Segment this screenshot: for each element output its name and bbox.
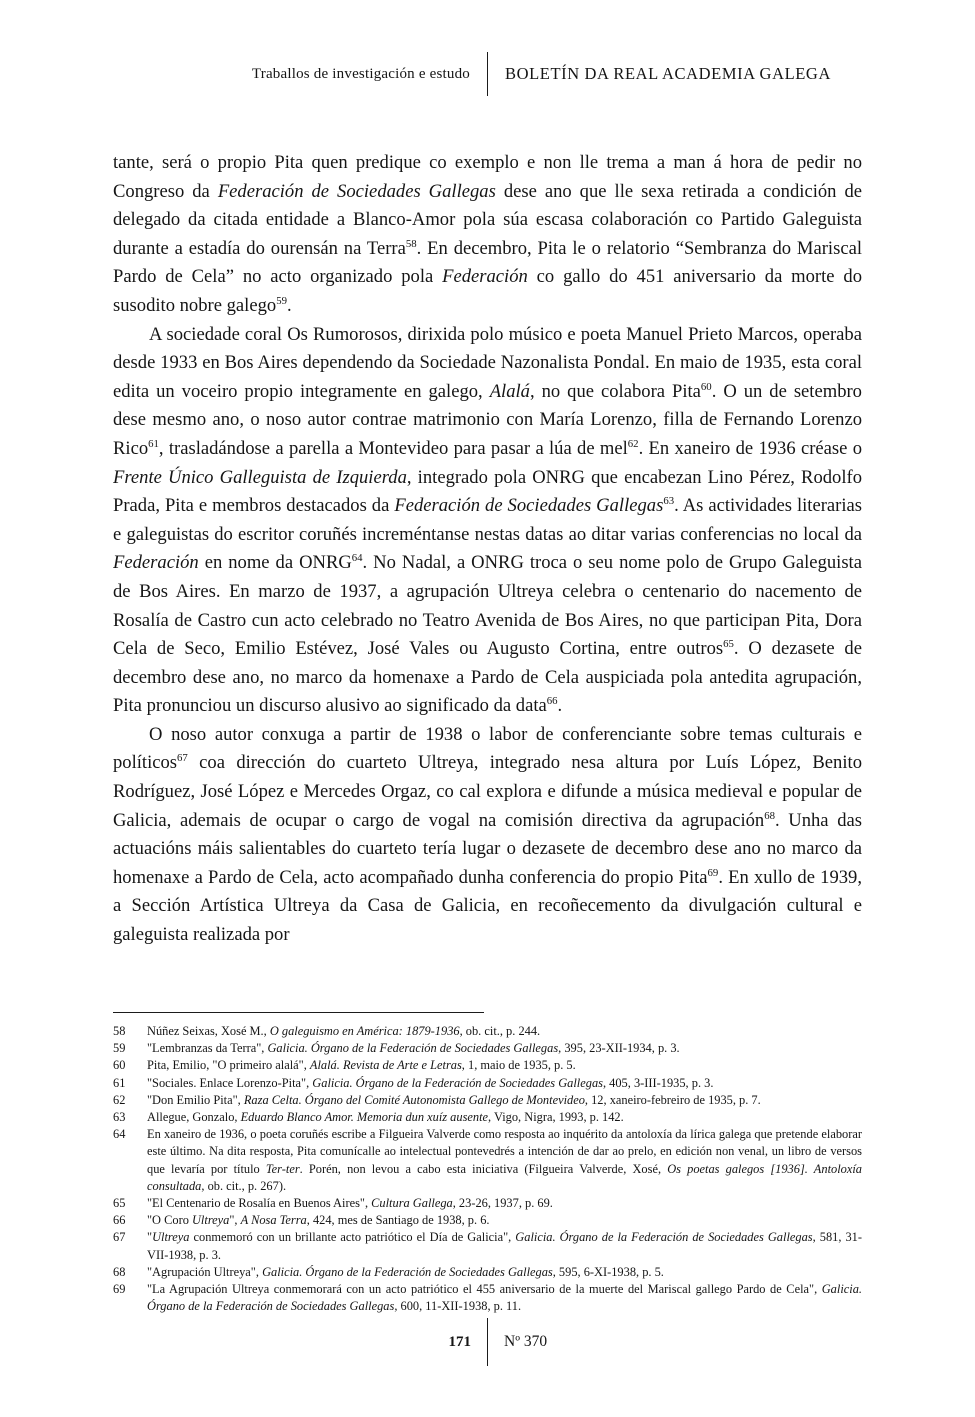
footer-page-number: 171 xyxy=(448,1333,471,1350)
footnote-item xyxy=(113,1075,862,1092)
footnote-ref: 58 xyxy=(405,237,417,250)
text-run: . En xullo de 1939, a Sección Artística Ultreya da Casa de Galicia, en recoñecemento da divulgación cultural e galeguista realizada por xyxy=(113,866,862,946)
text-run: , integrado pola ONRG que encabezan Lino Pérez, Rodolfo Prada, Pita e membros destacados da xyxy=(113,466,862,517)
footnote-ref: 63 xyxy=(663,494,675,507)
footnote-number: 67 xyxy=(113,1230,126,1245)
footnote-number: 59 xyxy=(113,1041,126,1056)
footnote-ref: 59 xyxy=(276,294,287,307)
footnote-text xyxy=(147,1076,713,1090)
italic-run: Galicia. Órgano de la Federación de Sociedades Gallegas xyxy=(515,1230,813,1245)
italic-run: Federación xyxy=(113,552,199,574)
footnote-number: 58 xyxy=(113,1024,126,1038)
footnote-number: 64 xyxy=(113,1127,126,1142)
text-run: , Vigo, Nigra, 1993, p. 142. xyxy=(488,1110,624,1125)
footnote-item xyxy=(113,1040,862,1057)
text-run: . No Nadal, a ONRG troca o seu nome polo de Grupo Galeguista de Bos Aires. En marzo de 1937, a agrupación Ultreya celebra o centenario do nacemento de Rosalía de Castro cun acto celebrado no Teatro Avenida de Bos Aires, no que participan Pita, Dora Cela de Seco, Emilio Estévez, José Vales ou Augusto Cortina, entre outros xyxy=(113,552,862,660)
text-run: , 12, xaneiro-febreiro de 1935, p. 7. xyxy=(584,1092,761,1107)
italic-run: Cultura Gallega xyxy=(371,1196,453,1211)
text-run: . O dezasete de decembro dese ano, no marco da homenaxe a Pardo de Cela auspiciada pola antedita agrupación, Pita pronunciou un discurso alusivo ao significado da data xyxy=(113,638,862,717)
italic-run: Frente Único Galleguista de Izquierda xyxy=(113,466,407,488)
footnote-text xyxy=(147,1213,490,1227)
footnote-item xyxy=(113,1212,862,1229)
text-run: dese ano que lle sexa retirada a condición de delegado da citada entidade a Blanco-Amor pola súa escasa colaboración co Partido Galeguista durante a estadía do ourensán na Terra xyxy=(113,180,862,259)
text-run: En xaneiro de 1936, o poeta coruñés escribe a Filgueira Valverde como resposta ao inquérito da antoloxía da lírica galega que pretende elaborar este último. Na dita resposta, Pita comunícalle ao intelectual pontevedrés a intención de dar ao prelo, en edición non venal, un libro de versos que levaría por título xyxy=(147,1127,862,1176)
footnote-text xyxy=(147,1196,553,1210)
footnote-separator xyxy=(113,1012,484,1013)
footnote-item xyxy=(113,1109,862,1126)
footnote-item xyxy=(113,1023,862,1040)
text-run: "Don Emilio Pita", xyxy=(147,1092,244,1107)
footnote-ref: 66 xyxy=(546,695,558,708)
text-run: . En decembro, Pita le o relatorio “Sembranza do Mariscal Pardo de Cela” no acto organizado pola xyxy=(113,237,862,288)
body-text xyxy=(113,149,862,1015)
text-run: coa dirección do cuarteto Ultreya, integrado nesa altura por Luís López, Benito Rodríguez, José López e Mercedes Orgaz, co cal explora e difunde a música medieval e popular de Galicia, ademais de ocupar o cargo de vogal na comisión directiva da agrupación xyxy=(113,752,862,831)
footnote-text xyxy=(147,1265,664,1279)
italic-run: Galicia. Órgano de la Federación de Sociedades Gallegas xyxy=(147,1282,862,1314)
footnote-ref: 67 xyxy=(177,752,188,765)
text-run: , 405, 3-III-1935, p. 3. xyxy=(602,1075,714,1090)
footnote-ref: 64 xyxy=(351,552,363,565)
body-paragraph xyxy=(113,321,862,721)
footnote-item xyxy=(113,1281,862,1315)
italic-run: A Nosa Terra xyxy=(240,1213,307,1228)
text-run: . O un de setembro dese mesmo ano, o noso autor contrae matrimonio con María Lorenzo, filla de Fernando Lorenzo Rico xyxy=(113,380,862,459)
footer-issue-number: Nº 370 xyxy=(504,1333,548,1350)
footnote-number: 65 xyxy=(113,1196,126,1211)
footnote-ref: 69 xyxy=(707,866,719,879)
text-run: . Porén, non levou a cabo esta iniciativa (Filgueira Valverde, Xosé, xyxy=(299,1161,668,1176)
italic-run: Ter-ter xyxy=(265,1161,300,1176)
italic-run: Galicia. Órgano de la Federación de Sociedades Gallegas xyxy=(267,1041,559,1056)
header-journal-title: BOLETÍN DA REAL ACADEMIA GALEGA xyxy=(505,64,831,83)
text-run: . En xaneiro de 1936 créase o xyxy=(638,437,862,459)
footnote-number: 62 xyxy=(113,1092,126,1107)
footnote-ref: 61 xyxy=(148,437,159,450)
italic-run: O galeguismo en América: 1879-1936 xyxy=(269,1024,460,1038)
text-run: en nome da ONRG xyxy=(198,552,352,574)
italic-run: Eduardo Blanco Amor. Memoria dun xuíz ausente xyxy=(240,1110,489,1125)
footnote-item xyxy=(113,1057,862,1074)
text-run: , 23-26, 1937, p. 69. xyxy=(452,1196,553,1211)
text-run: . xyxy=(286,294,292,316)
italic-run: Galicia. Órgano de la Federación de Sociedades Gallegas xyxy=(312,1075,603,1090)
text-run: Pita, Emilio, "O primeiro alalá", xyxy=(147,1058,310,1073)
text-run: , 595, 6-XI-1938, p. 5. xyxy=(552,1264,664,1279)
italic-run: Alalá xyxy=(489,380,530,402)
footnote-item xyxy=(113,1195,862,1212)
page-header xyxy=(0,50,975,98)
italic-run: Federación de Sociedades Gallegas xyxy=(217,180,496,202)
text-run: , 1, maio de 1935, p. 5. xyxy=(461,1058,576,1073)
footnote-ref: 65 xyxy=(723,637,734,650)
footnote-text xyxy=(147,1093,761,1107)
footnote-number: 69 xyxy=(113,1282,126,1297)
footnote-item xyxy=(113,1092,862,1109)
text-run: conmemoró con un brillante acto patriótico el Día de Galicia", xyxy=(189,1230,516,1245)
page-footer xyxy=(0,1316,975,1368)
body-paragraph xyxy=(113,149,862,321)
text-run: , 600, 11-XII-1938, p. 11. xyxy=(394,1299,522,1314)
footnote-text xyxy=(147,1282,862,1313)
text-run: O noso autor conxuga a partir de 1938 o labor de conferenciante sobre temas culturais e políticos xyxy=(113,723,862,774)
text-run: , ob. cit., p. 267). xyxy=(201,1178,287,1193)
italic-run: Os poetas galegos [1936]. Antoloxía consultada xyxy=(147,1161,862,1193)
body-paragraph xyxy=(113,721,862,950)
footnote-number: 63 xyxy=(113,1110,126,1125)
text-run: A sociedade coral Os Rumorosos, dirixida polo músico e poeta Manuel Prieto Marcos, operaba desde 1933 en Bos Aires dependendo da Sociedade Nazonalista Pondal. En maio de 1935, esta coral edita un voceiro propio integramente en galego, xyxy=(113,323,862,402)
text-run: "El Centenario de Rosalía en Buenos Aires", xyxy=(147,1196,372,1211)
italic-run: Federación xyxy=(442,266,528,288)
footnote-item xyxy=(113,1264,862,1281)
header-section-title: Traballos de investigación e estudo xyxy=(251,65,470,82)
text-run: "Lembranzas da Terra", xyxy=(147,1041,268,1056)
text-run: . As actividades literarias e galeguistas do escritor coruñés increméntanse nestas datas ao ditar varias conferencias no local da xyxy=(113,495,862,545)
footnote-item xyxy=(113,1126,862,1195)
footnote-number: 66 xyxy=(113,1213,126,1228)
text-run: Allegue, Gonzalo, xyxy=(147,1110,241,1125)
footnote-ref: 60 xyxy=(700,380,712,393)
text-run: , trasladándose a parella a Montevideo para pasar a lúa de mel xyxy=(158,437,628,459)
footnote-text xyxy=(147,1230,862,1261)
text-run: , 581, 31-VII-1938, p. 3. xyxy=(147,1230,862,1262)
text-run: . Unha das actuacións máis salientables do cuarteto tería lugar o dezasete de decembro dese ano no marco da homenaxe a Pardo de Cela, acto acompañado dunha conferencia do propio Pita xyxy=(113,809,862,888)
text-run: , 424, mes de Santiago de 1938, p. 6. xyxy=(306,1213,490,1228)
italic-run: Federación de Sociedades Gallegas xyxy=(394,495,664,517)
text-run: , ob. cit., p. 244. xyxy=(459,1024,541,1038)
footnote-ref: 68 xyxy=(764,809,775,822)
footnote-text xyxy=(147,1110,624,1124)
text-run: "Agrupación Ultreya", xyxy=(147,1264,263,1279)
footnote-text xyxy=(147,1058,576,1072)
italic-run: Ultreya xyxy=(152,1230,190,1245)
text-run: . xyxy=(557,695,563,717)
text-run: , no que colabora Pita xyxy=(529,380,701,402)
text-run: "Sociales. Enlace Lorenzo-Pita", xyxy=(147,1075,313,1090)
footnote-text xyxy=(147,1024,540,1038)
text-run: co gallo do 451 aniversario da morte do susodito nobre galego xyxy=(113,266,862,316)
text-run: " xyxy=(147,1230,153,1245)
text-run: "La Agrupación Ultreya conmemorará con un acto patriótico el 455 aniversario de la muerte del Mariscal gallego Pardo de Cela", xyxy=(147,1282,822,1297)
footnote-number: 68 xyxy=(113,1264,126,1279)
footnote-number: 61 xyxy=(113,1075,126,1090)
footnote-item xyxy=(113,1229,862,1263)
italic-run: Alalá. Revista de Arte e Letras xyxy=(309,1058,462,1073)
footnotes-list xyxy=(113,1023,862,1315)
italic-run: Galicia. Órgano de la Federación de Sociedades Gallegas xyxy=(262,1264,553,1279)
italic-run: Ultreya xyxy=(191,1213,230,1228)
footnote-text xyxy=(147,1127,862,1193)
text-run: "O Coro xyxy=(147,1213,192,1228)
footnote-number: 60 xyxy=(113,1058,126,1073)
text-run: ", xyxy=(229,1213,241,1228)
text-run: , 395, 23-XII-1934, p. 3. xyxy=(558,1041,680,1056)
text-run: Núñez Seixas, Xosé M., xyxy=(147,1024,270,1038)
text-run: tante, será o propio Pita quen predique co exemplo e non lle trema a man á hora de pedir no Congreso da xyxy=(113,152,862,202)
italic-run: Raza Celta. Órgano del Comité Autonomista Gallego de Montevideo xyxy=(243,1092,585,1107)
footnote-text xyxy=(147,1041,680,1055)
footnote-ref: 62 xyxy=(627,437,639,450)
